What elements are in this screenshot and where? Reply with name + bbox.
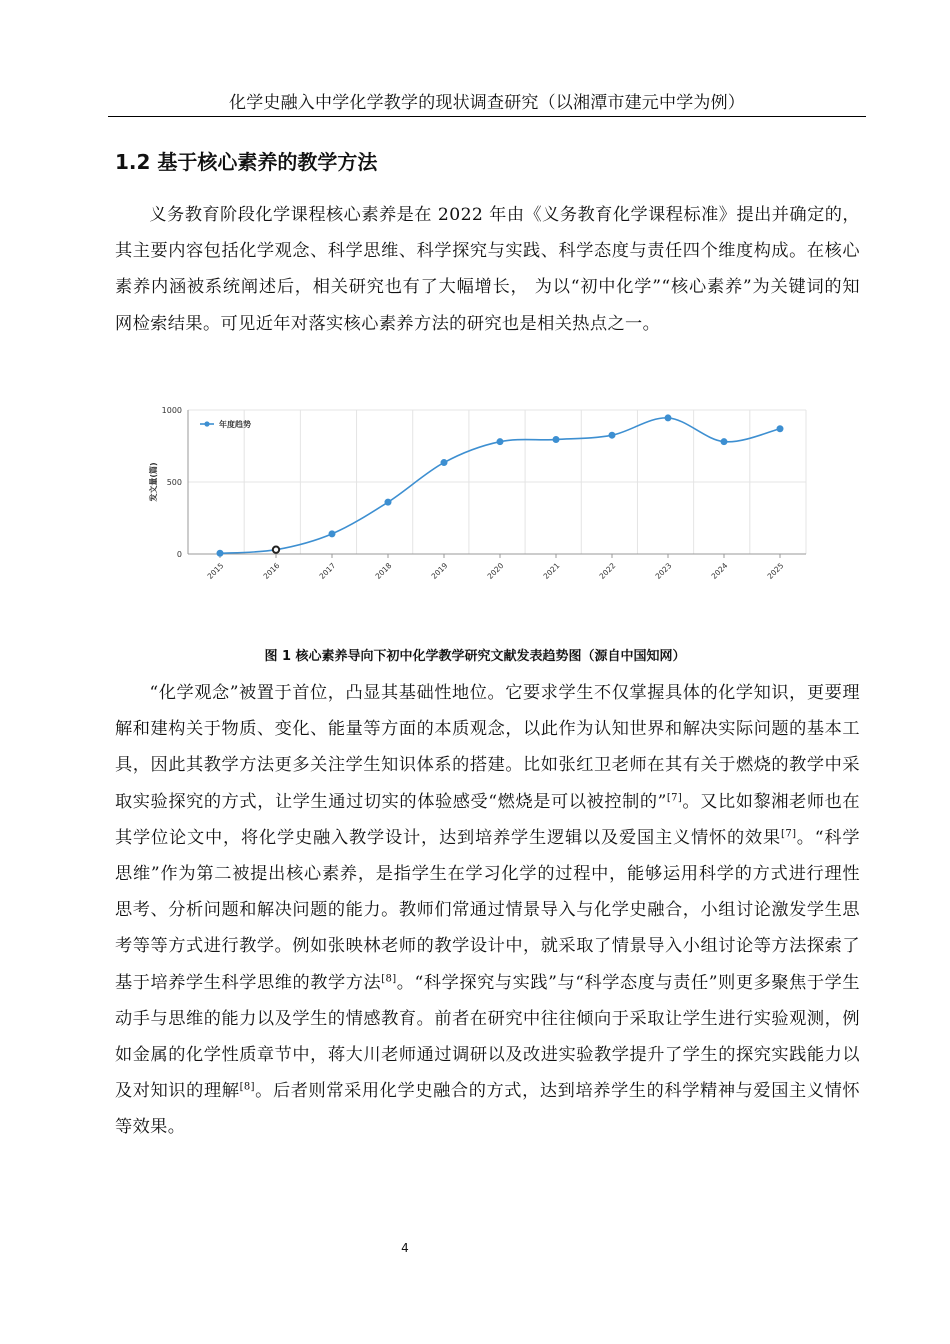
running-header: 化学史融入中学化学教学的现状调查研究（以湘潭市建元中学为例）: [108, 92, 866, 117]
data-point: [385, 499, 391, 505]
paragraph-text-segment: 。后者则常采用化学史融合的方式，达到培养学生的科学精神与爱国主义情怀等效果。: [115, 1081, 860, 1138]
paragraph-text-segment: “化学观念”被置于首位，凸显其基础性地位。它要求学生不仅掌握具体的化学知识，更要理解和建构关于物质、变化、能量等方面的本质观念，以此作为认知世界和解决实际问题的基本工具，因此其教学方法更多关注学生知识体系的搭建。比如张红卫老师在其有关于燃烧的教学中采取实验探究的方式，让学生通过切实的体验感受“燃烧是可以被控制的”: [115, 683, 860, 812]
x-tick-label: 2021: [541, 561, 562, 581]
section-title: 1.2 基于核心素养的教学方法: [115, 150, 378, 174]
x-tick-label: 2022: [597, 561, 618, 581]
x-tick-label: 2018: [373, 561, 394, 581]
citation-superscript: [7]: [666, 791, 683, 803]
x-tick-label: 2019: [429, 561, 450, 581]
paragraph-text-segment: 。又比如黎湘老师也在其学位论文中，将化学史融入教学设计，达到培养学生逻辑以及爱国主义情怀的效果: [115, 791, 860, 848]
data-point: [721, 439, 727, 445]
legend-marker: [204, 421, 209, 426]
paragraph-core-literacy: [115, 675, 860, 1146]
paragraph-intro: 义务教育阶段化学课程核心素养是在 2022 年由《义务教育化学课程标准》提出并确定的，其主要内容包括化学观念、科学思维、科学探究与实践、科学态度与责任四个维度构成。在核心素养内涵被系统阐述后，相关研究也有了大幅增长， 为以“初中化学”“核心素养”为关键词的知网检索结果。可见近年对落实核心素养方法的研究也是相关热点之一。: [115, 205, 860, 334]
data-point: [217, 550, 223, 556]
series-line-trend: [220, 418, 780, 553]
trend-chart-svg: [140, 396, 812, 606]
y-axis-label: 发文量(篇): [149, 462, 158, 502]
data-point: [777, 426, 783, 432]
data-point: [609, 432, 615, 438]
x-tick-label: 2025: [765, 561, 786, 581]
data-point: [273, 546, 279, 552]
page-number: 4: [401, 1241, 409, 1255]
citation-superscript: [8]: [239, 1081, 255, 1093]
trend-chart: [140, 396, 812, 606]
data-point: [665, 415, 671, 421]
x-tick-label: 2020: [485, 561, 506, 581]
data-point: [329, 531, 335, 537]
citation-superscript: [8]: [381, 972, 397, 984]
y-tick-label: 500: [166, 478, 182, 487]
paragraph-text-segment: 。“科学思维”作为第二被提出核心素养，是指学生在学习化学的过程中，能够运用科学的方式进行理性思考、分析问题和解决问题的能力。教师们常通过情景导入与化学史融合，小组讨论激发学生思考等等方式进行教学。例如张映林老师的教学设计中，就采取了情景导入小组讨论等方法探索了基于培养学生科学思维的教学方法: [115, 827, 860, 993]
x-tick-label: 2017: [317, 561, 338, 581]
x-tick-label: 2024: [709, 561, 730, 581]
figure-caption: 图 1 核心素养导向下初中化学教学研究文献发表趋势图（源自中国知网）: [264, 649, 686, 664]
data-point: [553, 437, 559, 443]
y-tick-label: 0: [176, 550, 182, 559]
x-tick-label: 2023: [653, 561, 674, 581]
legend-label: 年度趋势: [219, 420, 251, 429]
citation-superscript: [7]: [781, 828, 797, 840]
data-point: [497, 439, 503, 445]
y-tick-label: 1000: [161, 406, 182, 415]
x-tick-label: 2016: [261, 561, 282, 581]
data-point: [441, 460, 447, 466]
x-tick-label: 2015: [205, 561, 226, 581]
paragraph-text-segment: 。“科学探究与实践”与“科学态度与责任”则更多聚焦于学生动手与思维的能力以及学生的情感教育。前者在研究中往往倾向于采取让学生进行实验观测，例如金属的化学性质章节中，蒋大川老师通过调研以及改进实验教学提升了学生的探究实践能力以及对知识的理解: [115, 972, 860, 1102]
